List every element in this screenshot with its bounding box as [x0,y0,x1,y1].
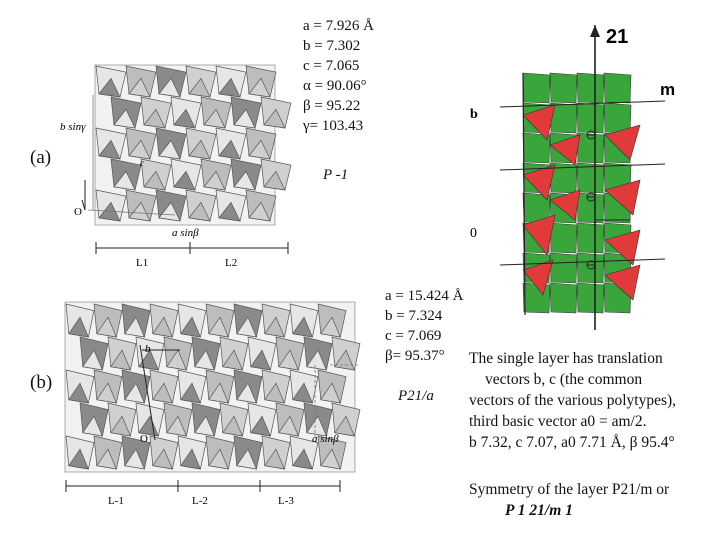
panel-b-axis-a: a sinβ [312,433,339,445]
panel-b-origin: O [140,433,148,445]
panel-a-axis-a: a sinβ [172,227,199,239]
panel-a-params [303,16,374,136]
layer-octahedron [523,283,550,313]
panel-a-c-label: c [140,158,144,168]
panel-b-l3: L-3 [278,495,294,507]
param-b: b = 7.302 [303,38,361,54]
description-line-2: vectors b, c (the common [485,371,643,388]
panel-a-structure [60,50,300,275]
panel-b-l1: L-1 [108,495,124,507]
layer-octahedron [523,73,550,103]
layer-symmetry [469,479,669,521]
screw-axis-label: 21 [606,26,629,48]
layer-octahedron [577,73,604,103]
layer-octahedron [577,103,604,133]
panel-b-params [385,286,463,366]
layer-octahedron [577,253,604,283]
layer-b-label: b [470,107,478,122]
symmetry-line-1: Symmetry of the layer P21/m or [469,481,670,498]
layer-octahedron [577,283,604,313]
param-b-c: c = 7.069 [385,328,442,344]
symmetry-line-2: P 1 21/m 1 [505,502,573,519]
param-gamma: γ= 103.43 [303,118,364,134]
layer-octahedron [550,223,577,253]
layer-octahedron [550,283,577,313]
description-line-4: third basic vector a0 = am/2. [469,413,647,430]
description-line-1: The single layer has translation [469,350,663,367]
param-b-a: a = 15.424 Å [385,288,464,304]
panel-a-l1: L1 [136,257,149,269]
mirror-label: m [660,80,676,99]
layer-octahedron [577,133,604,163]
param-b-b: b = 7.324 [385,308,443,324]
layer-octahedron [550,253,577,283]
layer-zero-label: 0 [470,226,477,241]
panel-a-origin: O [74,206,82,218]
param-c: c = 7.065 [303,58,360,74]
panel-b-l2: L-2 [192,495,208,507]
param-b-beta: β= 95.37° [385,348,445,364]
description-line-3: vectors of the various polytypes), [469,392,677,409]
layer-octahedron [577,223,604,253]
panel-b-structure [60,290,380,515]
panel-a-space-group: P -1 [323,167,349,183]
single-layer-figure [455,15,685,335]
layer-octahedron [604,73,631,103]
param-alpha: α = 90.06° [303,78,367,94]
layer-octahedron [550,73,577,103]
panel-b-space-group: P21/a [398,388,434,404]
panel-a-l2: L2 [225,257,238,269]
panel-b-axis-b: b [145,343,151,355]
param-beta: β = 95.22 [303,98,361,114]
panel-b-label: (b) [30,372,53,393]
panel-a-axis-b: b sinγ [60,121,86,133]
param-a: a = 7.926 Å [303,18,374,34]
layer-polyhedra [523,73,640,313]
layer-description [469,348,676,453]
panel-a-label: (a) [30,147,52,168]
description-line-5: b 7.32, c 7.07, a0 7.71 Å, β 95.4° [469,434,675,451]
